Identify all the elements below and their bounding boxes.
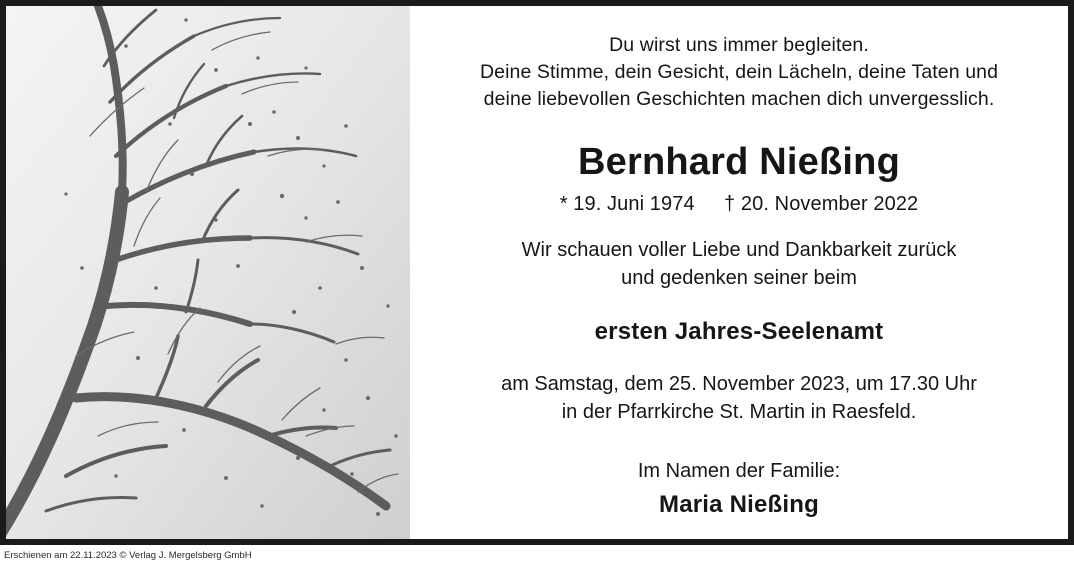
obituary-text <box>410 6 1068 539</box>
service-title: ersten Jahres-Seelenamt <box>594 318 884 345</box>
family-name: Maria Nießing <box>659 491 819 518</box>
memorial-text <box>434 236 1044 292</box>
publication-credit: Erschienen am 22.11.2023 © Verlag J. Mergelsberg GmbH <box>0 545 1074 566</box>
service-line-2: in der Pfarrkirche St. Martin in Raesfeld. <box>561 401 917 423</box>
verse-line-3: deine liebevollen Geschichten machen dich unvergesslich. <box>483 88 995 110</box>
memorial-line-1: Wir schauen voller Liebe und Dankbarkeit zurück <box>521 239 957 261</box>
service-details <box>434 370 1044 426</box>
verse-line-1: Du wirst uns immer begleiten. <box>609 34 869 56</box>
verse-line-2: Deine Stimme, dein Gesicht, dein Lächeln, deine Taten und <box>479 61 999 83</box>
family-label: Im Namen der Familie: <box>637 460 841 482</box>
deceased-name: Bernhard Nießing <box>577 141 900 183</box>
obituary-card-inner <box>6 6 1068 539</box>
service-line-1: am Samstag, dem 25. November 2023, um 17.30 Uhr <box>501 373 977 395</box>
death-date: † 20. November 2022 <box>724 193 919 215</box>
tree-photo <box>6 6 410 539</box>
birth-date: * 19. Juni 1974 <box>559 193 695 215</box>
memorial-line-2: und gedenken seiner beim <box>621 267 857 289</box>
verse <box>434 32 1044 113</box>
life-dates <box>434 193 1044 216</box>
